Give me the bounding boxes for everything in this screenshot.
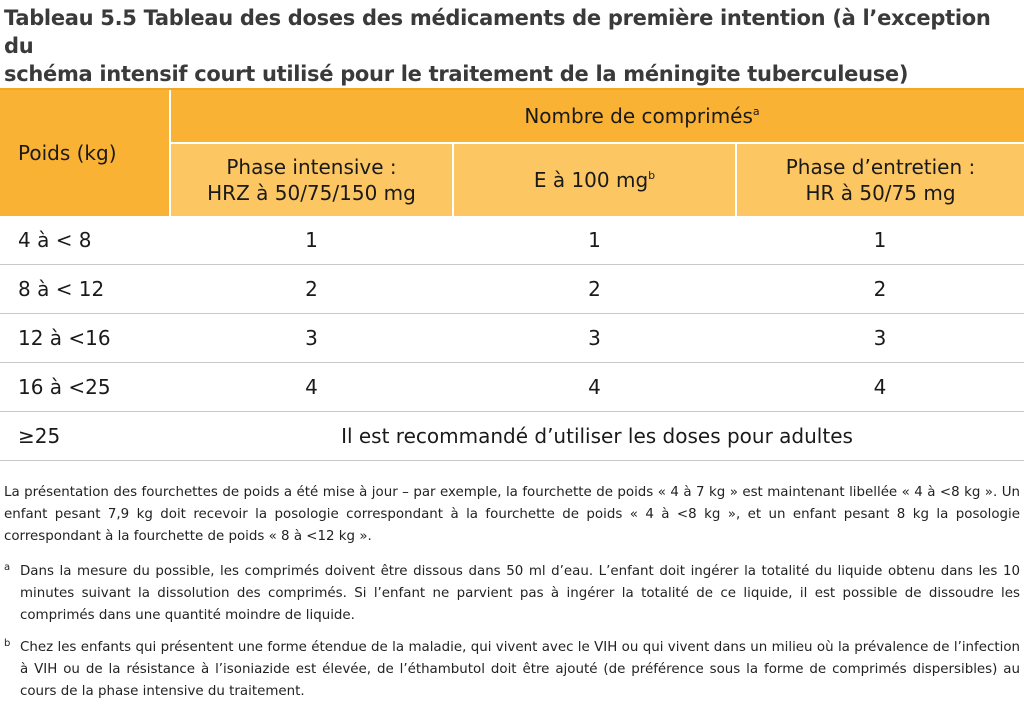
table-row [0,265,1024,314]
table-row-adult [0,412,1024,461]
table-notes [4,482,1020,713]
header-weight: Poids (kg) [0,90,170,216]
weight-cell: ≥25 [0,412,170,461]
maintenance-cell: 4 [736,363,1024,412]
footnote-b-text: Chez les enfants qui présentent une forme étendue de la maladie, qui vivent avec le VIH ou qui vivent dans un milieu où la prévalence de l’infection à VIH ou de la résistance à l’isoniazide est élevée, de l’éthambutol doit être ajouté (de préférence sous la forme de comprimés dispersibles) au cours de la phase intensive du traitement. [20,640,1020,699]
title-line-2: schéma intensif court utilisé pour le traitement de la méningite tuberculeuse) [4,62,909,86]
weight-cell: 12 à <16 [0,314,170,363]
header-tablet-count-label: Nombre de comprimés [524,104,753,128]
footnote-a-text: Dans la mesure du possible, les comprimés doivent être dissous dans 50 ml d’eau. L’enfant doit ingérer la totalité du liquide obtenu dans les 10 minutes suivant la dissolution des comprimés. Si l’enfant ne parvient pas à ingérer la totalité de ce liquide, il est possible de dissoudre les comprimés dans une quantité moindre de liquide. [20,564,1020,623]
intensive-cell: 1 [170,216,453,265]
title-line-1: Tableau 5.5 Tableau des doses des médicaments de première intention (à l’exception du [4,6,991,58]
header-maintenance-phase [736,143,1024,216]
footnote-ref-a: a [752,105,760,118]
ethambutol-cell: 2 [453,265,736,314]
header-ethambutol-label: E à 100 mg [533,168,649,192]
weight-cell: 8 à < 12 [0,265,170,314]
header-tablet-count [170,90,1024,143]
footnote-a [4,561,1020,627]
table-row [0,216,1024,265]
footnote-b-mark: b [4,638,11,649]
table-row [0,363,1024,412]
ethambutol-cell: 3 [453,314,736,363]
header-maintenance-line-2: HR à 50/75 mg [805,181,956,205]
maintenance-cell: 2 [736,265,1024,314]
intensive-cell: 2 [170,265,453,314]
header-intensive-line-1: Phase intensive : [226,155,397,179]
table-row [0,314,1024,363]
footnote-a-mark: a [4,562,11,573]
footnote-ref-b: b [648,169,656,182]
header-maintenance-line-1: Phase d’entretien : [785,155,976,179]
dose-table [0,90,1024,461]
header-intensive-line-2: HRZ à 50/75/150 mg [207,181,416,205]
ethambutol-cell: 1 [453,216,736,265]
intensive-cell: 4 [170,363,453,412]
weight-cell: 16 à <25 [0,363,170,412]
header-intensive-phase [170,143,453,216]
ethambutol-cell: 4 [453,363,736,412]
weight-band-note: La présentation des fourchettes de poids a été mise à jour – par exemple, la fourchette de poids « 4 à 7 kg » est maintenant libellée « 4 à <8 kg ». Un enfant pesant 7,9 kg doit recevoir la posologie correspondant à la fourchette de poids « 4 à <8 kg », et un enfant pesant 8 kg la posologie correspondant à la fourchette de poids « 8 à <12 kg ». [4,485,1020,544]
weight-cell: 4 à < 8 [0,216,170,265]
header-ethambutol [453,143,736,216]
footnote-b [4,637,1020,703]
maintenance-cell: 3 [736,314,1024,363]
table-title [4,4,1020,88]
intensive-cell: 3 [170,314,453,363]
adult-dose-note: Il est recommandé d’utiliser les doses pour adultes [170,412,1024,461]
maintenance-cell: 1 [736,216,1024,265]
